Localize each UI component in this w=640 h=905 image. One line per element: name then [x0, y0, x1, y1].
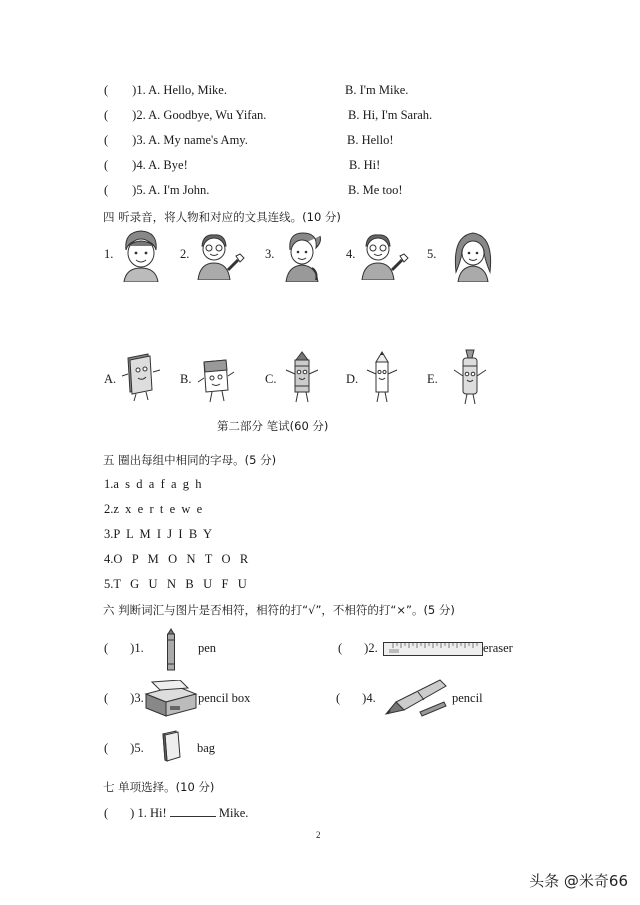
person-number: 3.: [265, 247, 275, 261]
crayon-icon: [164, 628, 178, 672]
answer-bracket[interactable]: ( )3.: [104, 691, 144, 705]
list-item: [0, 158, 640, 176]
letter-row[interactable]: 2.z x e r t e w e: [104, 502, 203, 516]
item-letter: E.: [427, 372, 438, 386]
option-a: A. Hello, Mike.: [148, 83, 227, 97]
letter-row[interactable]: 1.a s d a f a g h: [104, 477, 202, 491]
part-two-title: 第二部分 笔试(60 分): [217, 419, 329, 433]
person-number: 2.: [180, 247, 190, 261]
book-character-icon: [120, 352, 162, 402]
girl-ponytail-icon: [282, 228, 324, 282]
page-number: 2: [316, 830, 321, 840]
answer-bracket[interactable]: ( )4.: [336, 691, 376, 705]
option-a: A. Bye!: [148, 158, 188, 172]
letter-row[interactable]: 3.P L M I J I B Y: [104, 527, 212, 541]
question-text: ) 1. Hi!: [130, 806, 167, 820]
option-a: A. I'm John.: [148, 183, 210, 197]
vocab-word: pencil: [452, 691, 483, 705]
vocab-word: pencil box: [198, 691, 251, 705]
vocab-word: pen: [198, 641, 217, 655]
option-b: B. Hi, I'm Sarah.: [348, 108, 433, 122]
question-text: Mike.: [218, 806, 249, 820]
letter-row[interactable]: 4.O P M O N T O R: [104, 552, 249, 566]
fountain-pen-icon: [382, 676, 450, 720]
answer-bracket[interactable]: (: [104, 806, 109, 820]
person-number: 5.: [427, 247, 437, 261]
answer-bracket[interactable]: ( )5.: [104, 741, 144, 755]
book-icon: [160, 730, 182, 762]
person-number: 1.: [104, 247, 114, 261]
boy-glasses-waving-icon: [358, 232, 412, 280]
question-row: [104, 804, 248, 821]
watermark-text: 头条 @米奇66: [529, 872, 628, 890]
crayon-character-icon: [282, 350, 322, 404]
section-title: 六 判断词汇与图片是否相符，相符的打“√”，不相符的打“×”。(5 分): [103, 603, 455, 617]
option-a: A. Goodbye, Wu Yifan.: [148, 108, 267, 122]
pencil-character-icon: [362, 350, 402, 404]
option-b: B. Hello!: [347, 133, 394, 147]
answer-blank[interactable]: [170, 804, 216, 817]
item-letter: C.: [265, 372, 277, 386]
answer-bracket[interactable]: ( )2. A. Goodbye, Wu Yifan.: [104, 108, 267, 122]
vocab-word: bag: [197, 741, 216, 755]
ruler-icon: [383, 642, 483, 656]
pencil-box-icon: [144, 680, 198, 718]
list-item: [0, 183, 640, 201]
answer-bracket[interactable]: ( )4. A. Bye!: [104, 158, 188, 172]
item-letter: D.: [346, 372, 359, 386]
answer-bracket[interactable]: ( )1.: [104, 641, 144, 655]
list-item: [0, 133, 640, 151]
boy-glasses-waving-icon: [194, 232, 248, 280]
option-a: A. My name's Amy.: [148, 133, 248, 147]
pen-character-icon: [450, 348, 490, 406]
section-title: 七 单项选择。(10 分): [103, 780, 215, 794]
answer-bracket[interactable]: ( )5. A. I'm John.: [104, 183, 210, 197]
item-letter: A.: [104, 372, 117, 386]
section-title: 五 圈出每组中相同的字母。(5 分): [103, 453, 277, 467]
girl-long-hair-icon: [450, 228, 496, 282]
option-b: B. I'm Mike.: [345, 83, 409, 97]
letter-row[interactable]: 5.T G U N B U F U: [104, 577, 247, 591]
answer-bracket[interactable]: ( )2.: [338, 641, 378, 655]
person-number: 4.: [346, 247, 356, 261]
option-b: B. Me too!: [348, 183, 403, 197]
vocab-word: eraser: [483, 641, 513, 655]
option-b: B. Hi!: [349, 158, 381, 172]
section-title: 四 听录音，将人物和对应的文具连线。(10 分): [103, 210, 341, 224]
eraser-character-icon: [196, 356, 236, 404]
answer-bracket[interactable]: ( )1. A. Hello, Mike.: [104, 83, 227, 97]
answer-bracket[interactable]: ( )3. A. My name's Amy.: [104, 133, 248, 147]
list-item: [0, 108, 640, 126]
list-item: [0, 83, 640, 101]
item-letter: B.: [180, 372, 192, 386]
boy-avatar-icon: [120, 228, 162, 282]
